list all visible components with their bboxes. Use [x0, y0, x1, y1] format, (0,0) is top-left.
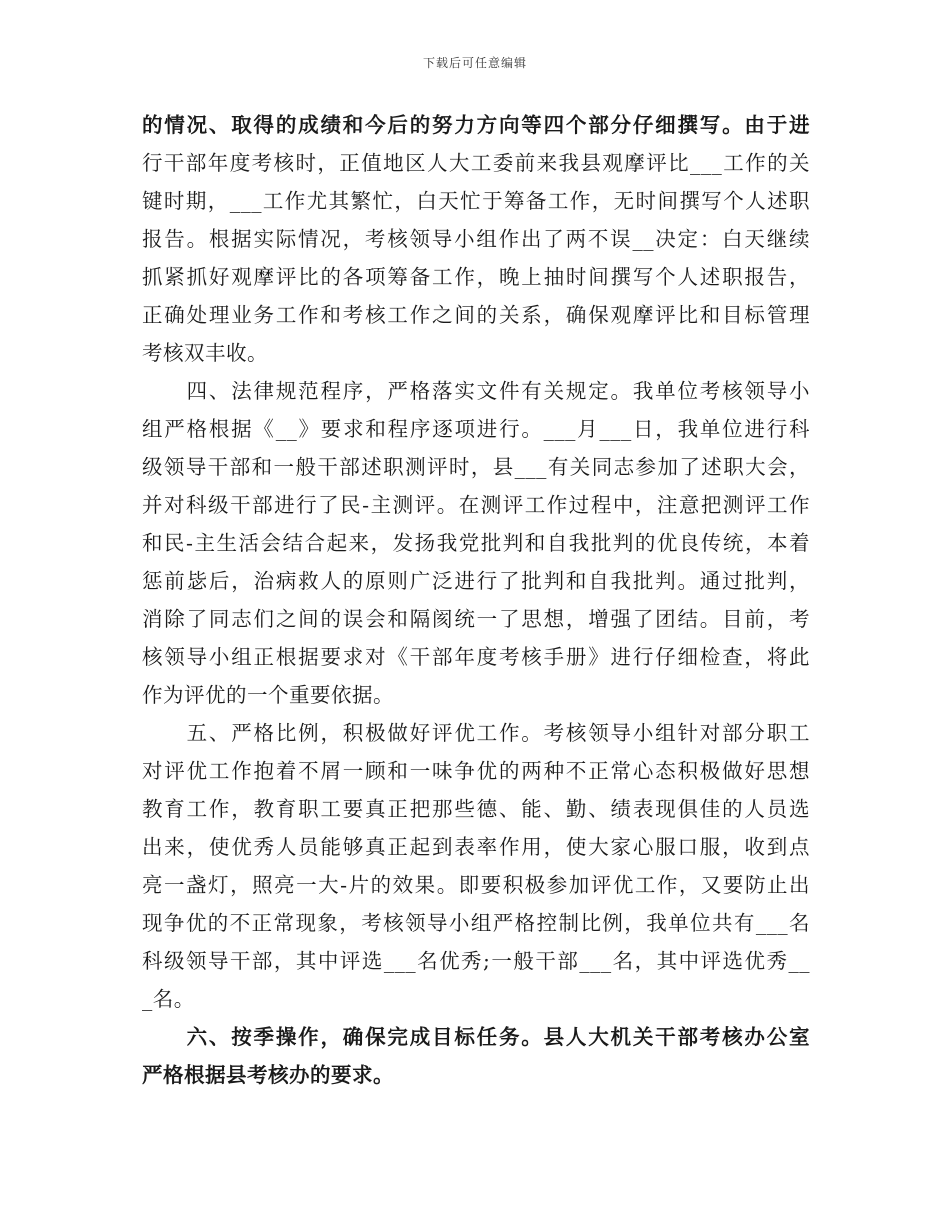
text-line: 行干部年度考核时，正值地区人大工委前来我县观摩评比___工作的关 [142, 151, 810, 175]
text-line: 亮一盏灯，照亮一大-片的效果。即要积极参加评优工作，又要防止出 [142, 873, 810, 897]
text-line: 和民-主生活会结合起来，发扬我党批判和自我批判的优良传统，本着 [142, 531, 810, 555]
text-line: 的情况、取得的成绩和今后的努力方向等四个部分仔细撰写。由于进 [142, 113, 810, 137]
text-line: 组严格根据《__》要求和程序逐项进行。___月___日，我单位进行科 [142, 417, 810, 441]
text-line: 四、法律规范程序，严格落实文件有关规定。我单位考核领导小 [142, 379, 810, 403]
text-line: 惩前毖后，治病救人的原则广泛进行了批判和自我批判。通过批判， [142, 569, 810, 593]
text-line: 科级领导干部，其中评选___名优秀;一般干部___名，其中评选优秀__ [142, 949, 810, 973]
text-line: 教育工作，教育职工要真正把那些德、能、勤、绩表现俱佳的人员选 [142, 797, 810, 821]
text-line: 消除了同志们之间的误会和隔阂统一了思想，增强了团结。目前，考 [142, 607, 810, 631]
text-line: 五、严格比例，积极做好评优工作。考核领导小组针对部分职工 [142, 721, 810, 745]
text-line: 严格根据县考核办的要求。 [142, 1063, 394, 1087]
page-header: 下载后可任意编辑 [422, 56, 527, 70]
text-line: 六、按季操作，确保完成目标任务。县人大机关干部考核办公室 [142, 1025, 810, 1049]
text-line: 报告。根据实际情况，考核领导小组作出了两不误__决定：白天继续 [142, 227, 810, 251]
text-line: 作为评优的一个重要依据。 [142, 683, 394, 707]
text-line: 级领导干部和一般干部述职测评时，县___有关同志参加了述职大会， [142, 455, 810, 479]
text-line: 正确处理业务工作和考核工作之间的关系，确保观摩评比和目标管理 [142, 303, 810, 327]
text-line: 键时期，___工作尤其繁忙，白天忙于筹备工作，无时间撰写个人述职 [142, 189, 810, 213]
text-line: 抓紧抓好观摩评比的各项筹备工作，晚上抽时间撰写个人述职报告， [142, 265, 810, 289]
text-line: 出来，使优秀人员能够真正起到表率作用，使大家心服口服，收到点 [142, 835, 810, 859]
text-line: 核领导小组正根据要求对《干部年度考核手册》进行仔细检查，将此 [142, 645, 810, 669]
text-line: _名。 [142, 987, 195, 1011]
document-body [142, 106, 810, 1094]
text-line: 现争优的不正常现象，考核领导小组严格控制比例，我单位共有___名 [142, 911, 810, 935]
text-line: 并对科级干部进行了民-主测评。在测评工作过程中，注意把测评工作 [142, 493, 810, 517]
text-line: 考核双丰收。 [142, 341, 268, 365]
text-line: 对评优工作抱着不屑一顾和一味争优的两种不正常心态积极做好思想 [142, 759, 810, 783]
